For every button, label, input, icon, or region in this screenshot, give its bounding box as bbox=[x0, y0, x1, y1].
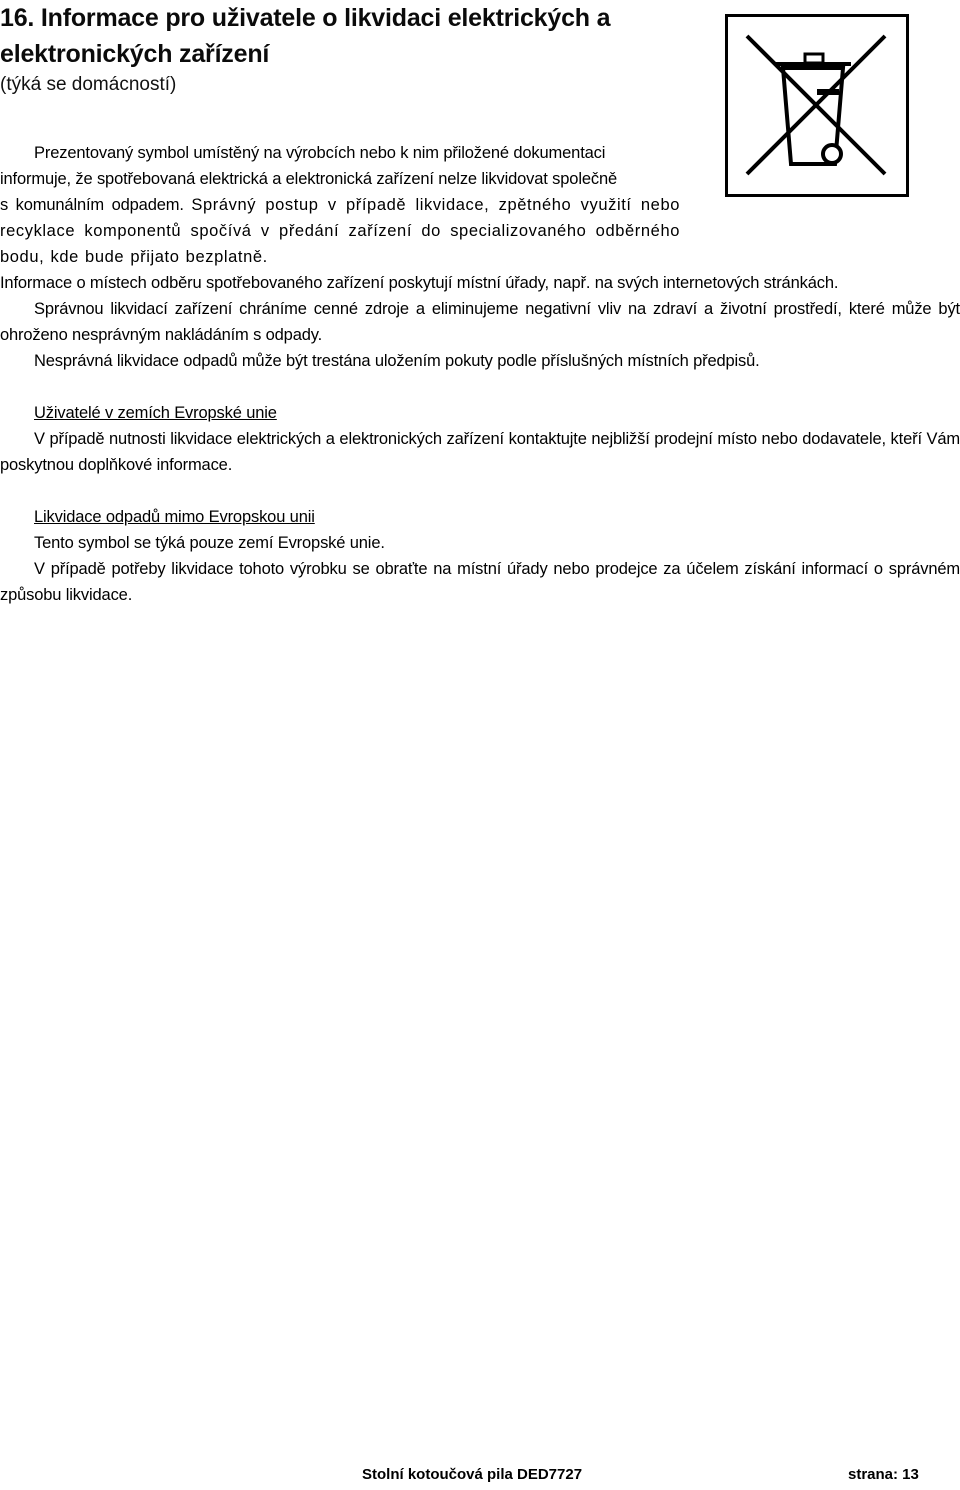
paragraph-penalty: Nesprávná likvidace odpadů může být trestána uložením pokuty podle příslušných místních předpisů. bbox=[34, 352, 760, 370]
non-eu-section-text: V případě potřeby likvidace tohoto výrobku se obraťte na místní úřady nebo prodejce za účelem získání informací o správném způsobu likvidace. bbox=[0, 560, 960, 604]
intro-line-1: Prezentovaný symbol umístěný na výrobcích nebo k nim přiložené dokumentaci bbox=[34, 144, 606, 162]
footer-product: Stolní kotoučová pila DED7727 bbox=[362, 1466, 583, 1483]
non-eu-section-heading: Likvidace odpadů mimo Evropskou unii bbox=[34, 508, 315, 526]
section-title: 16. Informace pro uživatele o likvidaci elektrických a elektronických zařízení bbox=[0, 4, 611, 68]
intro-line-3-text: s komunálním odpadem. bbox=[0, 196, 184, 214]
footer-page-number: strana: 13 bbox=[848, 1466, 919, 1483]
eu-section-heading: Uživatelé v zemích Evropské unie bbox=[34, 404, 277, 422]
document-body bbox=[0, 140, 960, 608]
section-subtitle: (týká se domácností) bbox=[0, 74, 177, 95]
intro-block bbox=[0, 140, 680, 270]
non-eu-section-line: Tento symbol se týká pouze zemí Evropské unie. bbox=[34, 534, 385, 552]
paragraph-environment: Správnou likvidací zařízení chráníme cenné zdroje a eliminujeme negativní vliv na zdraví a životní prostředí, které může být ohroženo nesprávným nakládáním s odpady. bbox=[0, 300, 960, 344]
intro-line-3 bbox=[0, 192, 680, 270]
intro-line-2: informuje, že spotřebovaná elektrická a elektronická zařízení nelze likvidovat společně bbox=[0, 170, 618, 188]
intro-rest: Informace o místech odběru spotřebovaného zařízení poskytují místní úřady, např. na svých internetových stránkách. bbox=[0, 274, 839, 292]
eu-section-text: V případě nutnosti likvidace elektrických a elektronických zařízení kontaktujte nejbližší prodejní místo nebo dodavatele, kteří Vám poskytnou doplňkové informace. bbox=[0, 430, 960, 474]
intro-spaced-text: Správný postup v případě likvidace, zpětného využití nebo recyklace komponentů spočívá v předání zařízení do specializovaného odběrného bodu, kde bude přijato bezplatně. bbox=[0, 196, 680, 266]
